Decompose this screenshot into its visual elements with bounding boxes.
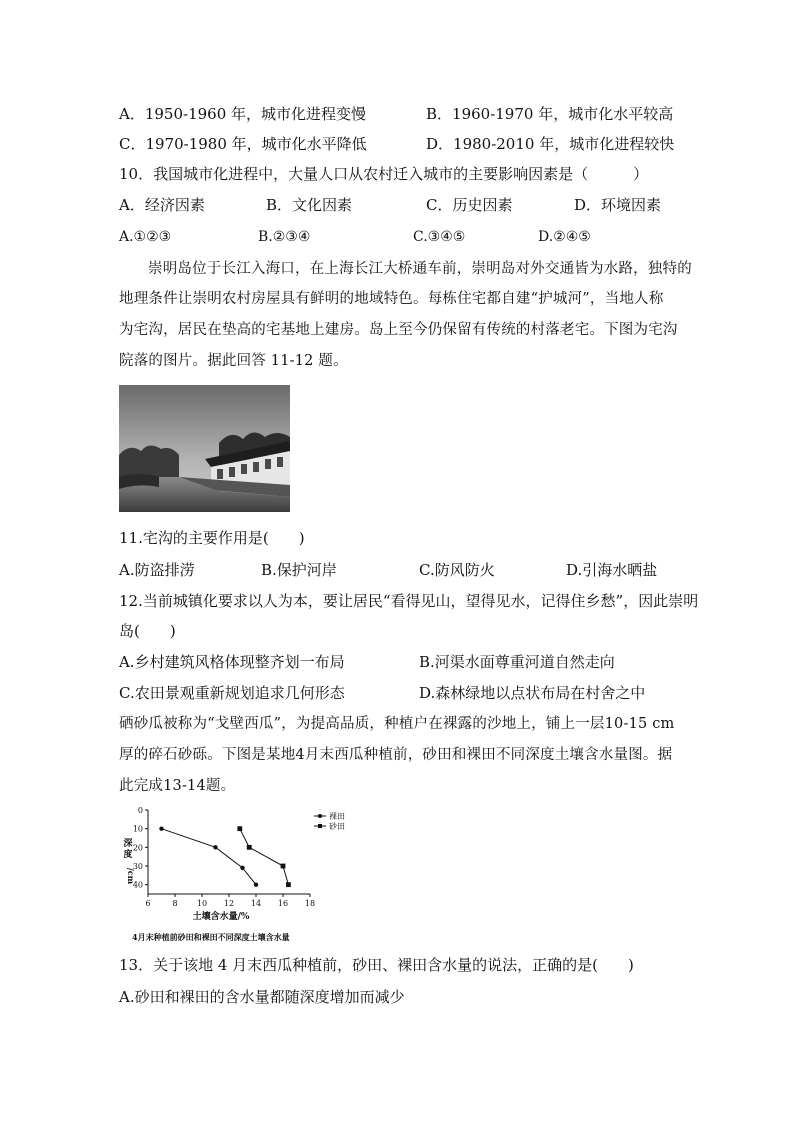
x-tick-label: 12 bbox=[223, 899, 235, 908]
y-axis-label-unit: /cm bbox=[126, 867, 136, 885]
q12-option-d: D.森林绿地以点状布局在村舍之中 bbox=[419, 684, 646, 702]
x-tick-label: 16 bbox=[277, 899, 289, 908]
q11-option-d: D.引海水晒盐 bbox=[566, 561, 658, 579]
legend-marker-1 bbox=[318, 814, 322, 818]
q10-option-b: B．文化因素 bbox=[266, 196, 353, 214]
legend-marker-2 bbox=[318, 824, 322, 828]
passage1-line-4: 院落的图片。据此回答 11-12 题。 bbox=[119, 353, 348, 369]
y-tick-label: 30 bbox=[132, 862, 143, 871]
x-tick-label: 6 bbox=[145, 899, 151, 908]
q10-option-d: D．环境因素 bbox=[574, 196, 662, 214]
passage2-line-2: 厚的碎石砂砾。下图是某地4月末西瓜种植前，砂田和裸田不同深度土壤含水量图。据 bbox=[119, 747, 673, 763]
legend-label-1: 裸田 bbox=[329, 812, 345, 821]
q12-option-b: B.河渠水面尊重河道自然走向 bbox=[419, 653, 615, 671]
chart-title: 4月末种植前砂田和裸田不同深度土壤含水量 bbox=[132, 932, 290, 942]
q11-option-a: A.防盗排涝 bbox=[119, 561, 195, 579]
moat-courtyard-photo bbox=[119, 385, 290, 512]
passage2-line-3: 此完成13-14题。 bbox=[119, 778, 236, 794]
y-tick-label: 10 bbox=[132, 824, 143, 834]
soil-moisture-chart bbox=[118, 806, 360, 946]
y-tick-label: 40 bbox=[132, 880, 143, 890]
q12-option-c: C.农田景观重新规划追求几何形态 bbox=[119, 684, 345, 702]
q10-combo-a: A.①②③ bbox=[119, 229, 172, 245]
data-point-1 bbox=[240, 866, 244, 870]
passage1-line-1: 崇明岛位于长江入海口，在上海长江大桥通车前，崇明岛对外交通皆为水路，独特的 bbox=[148, 261, 692, 277]
passage1-line-3: 为宅沟，居民在垫高的宅基地上建房。岛上至今仍保留有传统的村落老宅。下图为宅沟 bbox=[119, 322, 678, 338]
q10-combo-b: B.②③④ bbox=[258, 229, 311, 245]
passage1-line-2: 地理条件让崇明农村房屋具有鲜明的地域特色。每栋住宅都自建“护城河”，当地人称 bbox=[119, 291, 664, 307]
q11-option-c: C.防风防火 bbox=[419, 561, 495, 579]
y-tick-label: 0 bbox=[137, 806, 143, 815]
series-line-2 bbox=[240, 829, 289, 885]
q10-option-c: C．历史因素 bbox=[426, 196, 513, 214]
x-tick-label: 14 bbox=[250, 899, 262, 908]
q9-option-d: D．1980-2010 年，城市化进程较快 bbox=[426, 135, 675, 153]
data-point-2 bbox=[286, 882, 291, 887]
q12-stem-line-2: 岛( ) bbox=[119, 622, 176, 640]
data-point-1 bbox=[254, 882, 258, 886]
data-point-2 bbox=[237, 826, 242, 831]
x-axis-label: 土壤含水量/% bbox=[192, 912, 250, 922]
data-point-1 bbox=[213, 845, 217, 849]
q10-option-a: A．经济因素 bbox=[119, 196, 205, 214]
q10-combo-c: C.③④⑤ bbox=[413, 229, 466, 245]
x-tick-label: 18 bbox=[304, 899, 316, 908]
series-line-1 bbox=[162, 829, 257, 885]
legend-label-2: 砂田 bbox=[329, 822, 345, 831]
soil-moisture-chart-svg bbox=[118, 806, 360, 946]
y-tick-label: 20 bbox=[132, 843, 143, 853]
x-tick-label: 10 bbox=[196, 899, 208, 908]
q10-combo-d: D.②④⑤ bbox=[538, 229, 591, 245]
y-axis-label-char: 度 bbox=[123, 850, 133, 860]
data-point-2 bbox=[281, 864, 286, 869]
passage2-line-1: 硒砂瓜被称为“戈壁西瓜”，为提高品质，种植户在裸露的沙地上，铺上一层10-15 cm bbox=[119, 716, 675, 732]
q13-stem: 13．关于该地 4 月末西瓜种植前，砂田、裸田含水量的说法，正确的是( ) bbox=[119, 956, 634, 974]
x-tick-label: 8 bbox=[172, 899, 178, 908]
q9-option-b: B．1960-1970 年，城市化水平较高 bbox=[426, 105, 674, 123]
data-point-1 bbox=[159, 826, 163, 830]
q9-option-a: A．1950-1960 年，城市化进程变慢 bbox=[119, 105, 367, 123]
q12-option-a: A.乡村建筑风格体现整齐划一布局 bbox=[119, 653, 345, 671]
q13-option-a: A.砂田和裸田的含水量都随深度增加而减少 bbox=[119, 988, 405, 1006]
data-point-2 bbox=[247, 845, 252, 850]
y-axis-label-char: 深 bbox=[123, 839, 133, 849]
q12-stem-line-1: 12.当前城镇化要求以人为本，要让居民“看得见山，望得见水，记得住乡愁”，因此崇明 bbox=[119, 592, 699, 610]
q11-option-b: B.保护河岸 bbox=[261, 561, 337, 579]
q9-option-c: C．1970-1980 年，城市化水平降低 bbox=[119, 135, 367, 153]
q11-stem: 11.宅沟的主要作用是( ) bbox=[119, 529, 305, 547]
q10-stem: 10．我国城市化进程中，大量人口从农村迁入城市的主要影响因素是（ ） bbox=[119, 165, 649, 183]
